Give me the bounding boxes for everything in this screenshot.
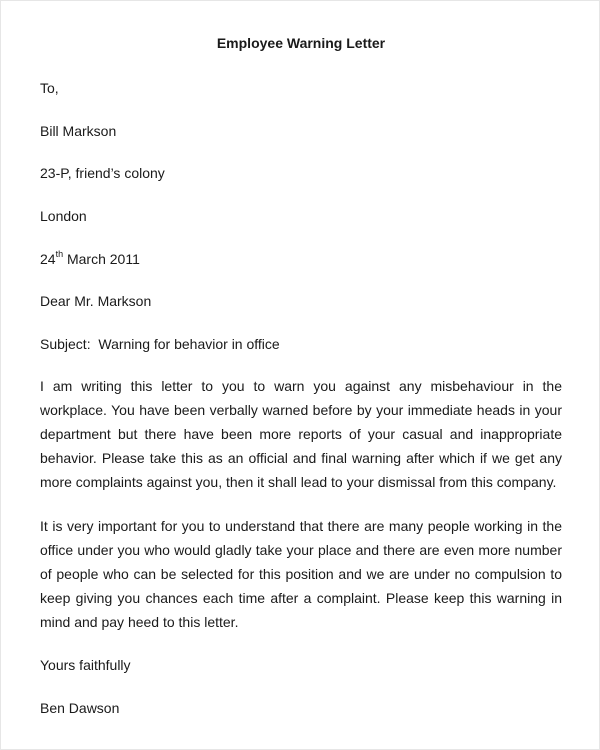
date-rest: March 2011: [63, 251, 140, 267]
paragraph-1-line: department but there have been more reports of your casual and inappropriate: [40, 426, 562, 442]
date-day: 24: [40, 251, 56, 267]
paragraph-2-line: It is very important for you to understand that there are many people working in the: [40, 518, 562, 534]
closing: Yours faithfully: [40, 657, 131, 673]
paragraph-1-line: behavior. Please take this as an official and final warning after which if we get any: [40, 450, 562, 466]
paragraph-2-line: office under you who would gladly take your place and there are even more number: [40, 542, 562, 558]
paragraph-2-line: of people who can be selected for this position and we are under no compulsion to: [40, 566, 562, 582]
date-suffix: th: [55, 249, 64, 259]
paragraph-2-line: mind and pay heed to this letter.: [40, 614, 239, 630]
to-line: To,: [40, 80, 59, 96]
paragraph-1-line: workplace. You have been verbally warned before by your immediate heads in your: [40, 402, 562, 418]
salutation: Dear Mr. Markson: [40, 293, 152, 309]
paragraph-1: [40, 374, 562, 494]
paragraph-2-line: keep giving you chances each time after a complaint. Please keep this warning in: [40, 590, 562, 606]
recipient-address: 23-P, friend’s colony: [40, 165, 165, 181]
subject-label: Subject:: [40, 336, 91, 352]
recipient-city: London: [40, 208, 87, 224]
recipient-name: Bill Markson: [40, 123, 117, 139]
letter-date: [40, 251, 140, 267]
paragraph-1-line: I am writing this letter to you to warn you against any misbehaviour in the: [40, 378, 562, 394]
paragraph-1-line: more complaints against you, then it shall lead to your dismissal from this company.: [40, 474, 557, 490]
sender-name: Ben Dawson: [40, 700, 120, 716]
letter-title: Employee Warning Letter: [216, 35, 386, 51]
subject-line: [40, 336, 280, 352]
paragraph-2: [40, 514, 562, 634]
subject-text: Warning for behavior in office: [98, 336, 280, 352]
